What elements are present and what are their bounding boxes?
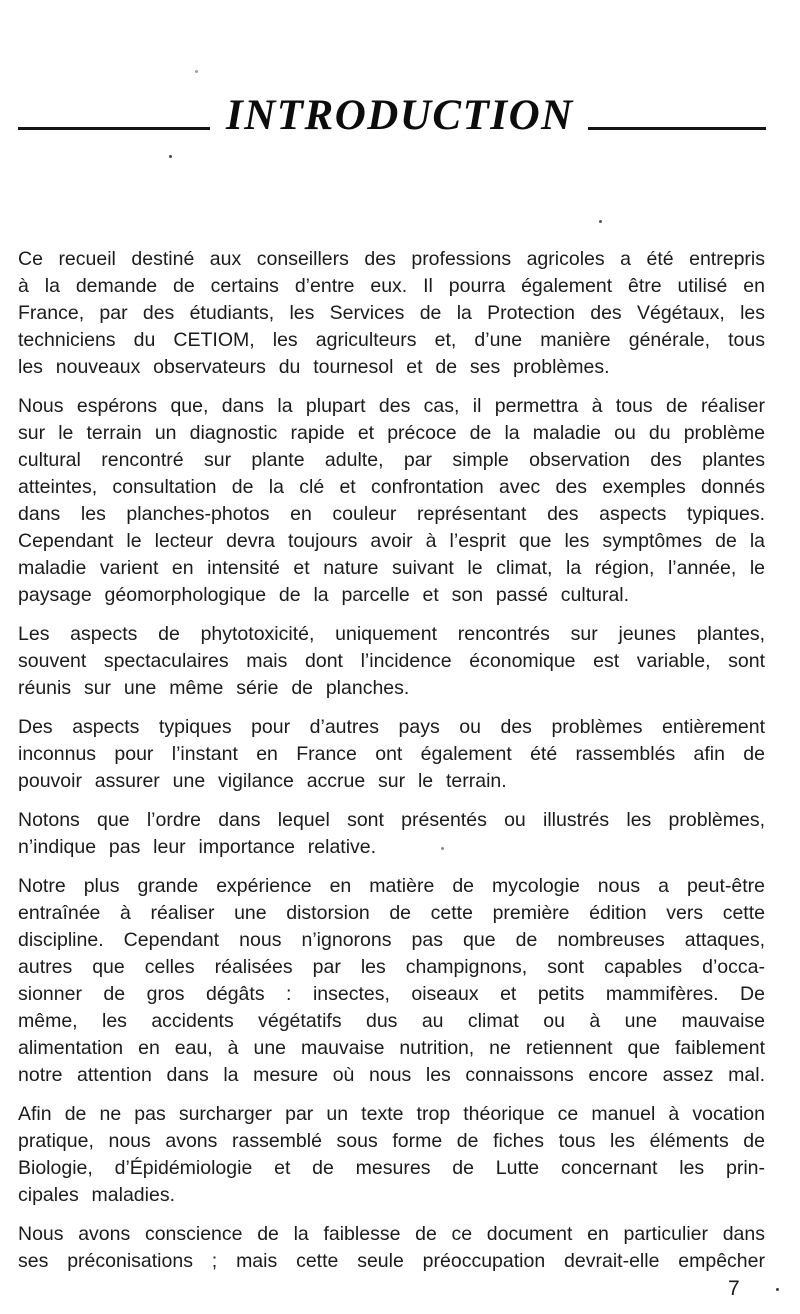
text-line: France, par des étudiants, les Services de la Protection des Végétaux, les xyxy=(18,302,765,324)
text-line: Afin de ne pas surcharger par un texte trop théorique ce manuel à vocation xyxy=(18,1103,765,1125)
text-line: pouvoir assurer une vigilance accrue sur le terrain. xyxy=(18,770,507,792)
scan-artifact-dot xyxy=(441,847,444,850)
text-line: même, les accidents végétatifs dus au climat ou à une mauvaise xyxy=(18,1010,765,1032)
scan-artifact-dot xyxy=(599,220,602,223)
text-line: souvent spectaculaires mais dont l’incidence économique est variable, sont xyxy=(18,650,765,672)
text-line: Les aspects de phytotoxicité, uniquement rencontrés sur jeunes plantes, xyxy=(18,623,765,645)
text-line: Notons que l’ordre dans lequel sont présentés ou illustrés les problèmes, xyxy=(18,809,765,831)
page-header xyxy=(18,94,766,137)
text-line: réunis sur une même série de planches. xyxy=(18,677,410,699)
body-text xyxy=(18,246,765,1287)
text-line: ses préconisations ; mais cette seule préoccupation devrait-elle empêcher xyxy=(18,1250,765,1272)
text-line: n’indique pas leur importance relative. xyxy=(18,836,377,858)
paragraph xyxy=(18,1221,765,1275)
text-line: inconnus pour l’instant en France ont également été rassemblés afin de xyxy=(18,743,765,765)
text-line: pratique, nous avons rassemblé sous forme de fiches tous les éléments de xyxy=(18,1130,765,1152)
text-line: sionner de gros dégâts : insectes, oiseaux et petits mammifères. De xyxy=(18,983,765,1005)
text-line: à la demande de certains d’entre eux. Il pourra également être utilisé en xyxy=(18,275,765,297)
text-line: entraînée à réaliser une distorsion de cette première édition vers cette xyxy=(18,902,765,924)
text-line: Cependant le lecteur devra toujours avoir à l’esprit que les symptômes de la xyxy=(18,530,765,552)
text-line: Nous avons conscience de la faiblesse de ce document en particulier dans xyxy=(18,1223,765,1245)
page-number: 7 xyxy=(728,1277,740,1300)
paragraph xyxy=(18,807,765,861)
page-title: INTRODUCTION xyxy=(226,92,574,139)
text-line: cultural rencontré sur plante adulte, par simple observation des plantes xyxy=(18,449,765,471)
text-line: atteintes, consultation de la clé et confrontation avec des exemples donnés xyxy=(18,476,765,498)
paragraph xyxy=(18,714,765,795)
text-line: Notre plus grande expérience en matière de mycologie nous a peut-être xyxy=(18,875,765,897)
text-line: autres que celles réalisées par les champignons, sont capables d’occa- xyxy=(18,956,765,978)
text-line: sur le terrain un diagnostic rapide et précoce de la maladie ou du problème xyxy=(18,422,765,444)
text-line: paysage géomorphologique de la parcelle et son passé cultural. xyxy=(18,584,630,606)
text-line: Des aspects typiques pour d’autres pays ou des problèmes entièrement xyxy=(18,716,765,738)
text-line: techniciens du CETIOM, les agriculteurs et, d’une manière générale, tous xyxy=(18,329,765,351)
paragraph xyxy=(18,1101,765,1209)
text-line: dans les planches-photos en couleur représentant des aspects typiques. xyxy=(18,503,765,525)
text-line: Ce recueil destiné aux conseillers des professions agricoles a été entrepris xyxy=(18,248,765,270)
text-line: maladie varient en intensité et nature suivant le climat, la région, l’année, le xyxy=(18,557,765,579)
scan-artifact-dot xyxy=(195,70,198,73)
text-line: cipales maladies. xyxy=(18,1184,175,1206)
text-line: alimentation en eau, à une mauvaise nutrition, ne retiennent que faiblement xyxy=(18,1037,765,1059)
text-line: Biologie, d’Épidémiologie et de mesures de Lutte concernant les prin- xyxy=(18,1157,765,1179)
scan-artifact-dot xyxy=(776,1288,779,1291)
scan-artifact-dot xyxy=(169,155,172,158)
paragraph xyxy=(18,246,765,381)
title-rule-left xyxy=(18,127,210,130)
paragraph xyxy=(18,393,765,609)
text-line: les nouveaux observateurs du tournesol et de ses problèmes. xyxy=(18,356,610,378)
text-line: notre attention dans la mesure où nous les connaissons encore assez mal. xyxy=(18,1064,765,1086)
text-line: discipline. Cependant nous n’ignorons pas que de nombreuses attaques, xyxy=(18,929,765,951)
text-line: Nous espérons que, dans la plupart des cas, il permettra à tous de réaliser xyxy=(18,395,765,417)
paragraph xyxy=(18,621,765,702)
title-rule-right xyxy=(588,127,766,130)
paragraph xyxy=(18,873,765,1089)
